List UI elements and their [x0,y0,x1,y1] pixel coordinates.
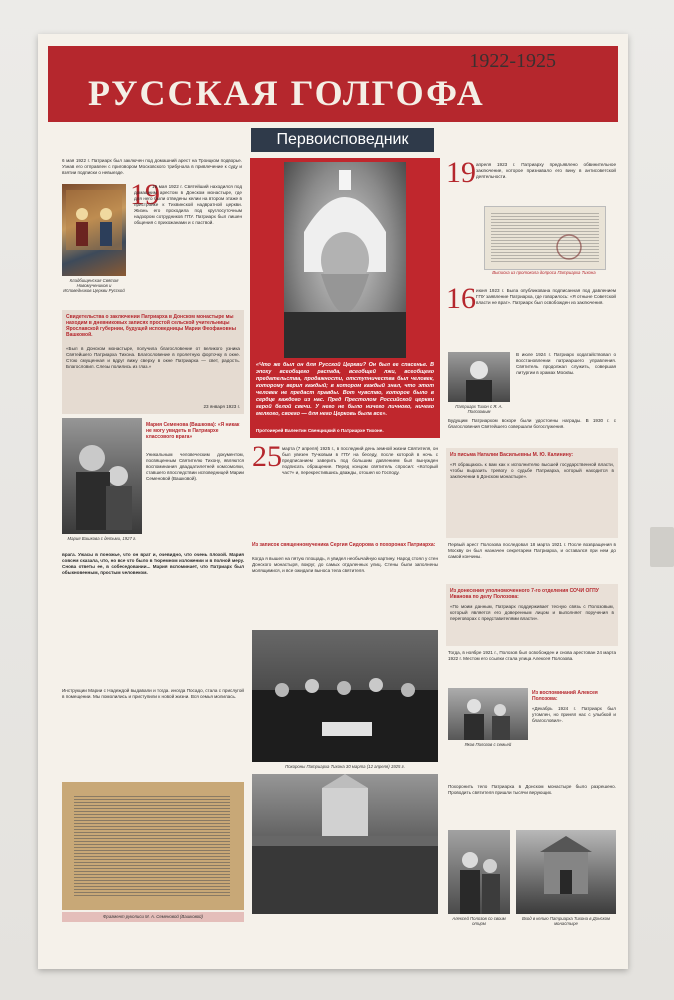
col1-main-text: 19 мая 1922 г. Святейший находился под домашним арестом в Донском монастыре, где для него были отведены келии на втором этаже в пристройке к Тихвинской надвратной церкви. Жизнь его проходила под круглосуточным надзором сотрудников ГПУ. Патриарх был лишен общения с прихожанами и с паствой. [134,184,242,225]
poster-subtitle: Первоисповедник [251,128,434,152]
cell-entrance-svg [516,830,616,914]
exhibit-poster [38,34,628,969]
right-text-2: июня 1923 г. Была опубликована подписанная под давлением ГПУ заявление Патриарха, где говорилось: «Я отныне Советской власти не враг». Патриарх был освобожден из заключения. [476,288,616,305]
col1-lower-text: врага. Ужасы в поножье, что он врат и, очевидно, что очень плохой. Мария совсем сказала, что, но все что было в тюремном изложении и в полной меру. Снова ответы ее, в собеседовании... Мария вспоминает, что Патриарх был обыкновенным, простым человеком. [62,552,244,575]
polozov-family-photo [448,688,528,740]
right-text-9: Похоронить тело Патриарха в Донском монастыре было разрешено. Проводить святителя пришли тысячи верующих. [448,784,616,795]
right-text-1: апреля 1923 г. Патриарху предъявлено обвинительное заключение, которое признавало его вину в антисоветской деятельности. [476,162,616,179]
maria-portrait-caption: Мария Вашкова с детьми, 1927 г. [67,536,137,541]
alexey-memoir-heading: Из воспоминаний Алексея Полозова: [532,690,598,702]
protocol-document-image [484,206,606,270]
date-number-25: 25 [252,440,282,473]
alexey-polozov-svg [448,830,510,914]
alexey-polozov-photo [448,830,510,914]
date-number-16: 16 [446,282,476,315]
funeral-caption: Похороны Патриарха Тихона 30 марта (12 апреля) 1925 г. [285,764,405,769]
date-number-19: 19 [130,178,160,211]
icon-painting-svg [62,184,126,276]
patriarch-polozov-photo [448,352,510,402]
right-text-3: В июле 1924 г. Патриарх ходатайствовал о восстановлении патриаршего управления. Святитель продолжал служить, совершая литургии в храмах Москвы. [516,352,616,375]
report-text: «По моим данным, Патриарх поддерживает тесную связь с Полозовым, который является его доверенным лицом и выполняет поручения в переговорах с представителями власти». [450,604,614,621]
alexey-memoir-text: «Декабрь 1924 г. Патриарх был утомлен, но принял нас с улыбкой и благословил». [532,706,616,723]
maria-portrait-photo [62,418,142,534]
manuscript-handwriting [74,796,230,896]
letter-text: «Я обращаюсь к вам как к исполнителю высшей государственной власти, чтобы выразить тревогу о судьбе Патриарха, который находится в заключении в Донском монастыре». [450,462,614,479]
funeral-photo-2-svg [252,774,438,914]
manuscript-caption: Фрагмент рукописи М. А. Семеновой (Вашковой) [103,914,203,919]
maria-portrait-svg [62,418,142,534]
funeral-photo-2 [252,774,438,914]
document-caption: Выписка из протокола допроса Патриарха Тихона [492,270,596,275]
letter-heading: Из письма Наталии Васильевны М. Ю. Калинину: [450,452,574,458]
patriarch-polozov-svg [448,352,510,402]
svenzicky-quote: «Что же был он для Русской Церкви? Он был ее спасенье. В эпоху всеобщего распада, всеобщей лжи, всеобщего предательства, продажности, отступничества был человек, которому верил каждый; в котором каждый знал, что этот человек не предаст правды. Вот чувство, которое было в сердце каждого из нас. Пред Престолом Российской церкви герой белой свечи. У него не было ничего личного, ничего мелкого, своего — для него Церковь была все». [256,362,434,417]
memoir-box-heading: Свидетельства о заключении Патриарха в Донском монастыре мы находим в дневниковых записях простой сельской учительницы Ярославской губернии, будущей исповедницы Марии Феофановны Вашковой. [66,314,236,338]
col1-lower-text2: Инструкции Марии с Надеждой выдавали и тогда. иногда Посадо, стала с прислугой в помещении. Мы помолились и приступили к новой жизни. Вся семья молилась. [62,688,244,699]
polozov-family-svg [448,688,528,740]
poster-title: РУССКАЯ ГОЛГОФА [88,73,485,113]
patriarch-tikhon-portrait [284,162,406,358]
report-heading: Из донесения уполномоченного 7-го отделения СОЧИ ОГПУ Иванова по делу Полозова: [450,588,599,600]
painting-caption: Кладбищенская Святая Новомучеников и Исповедников Церкви Русской [63,278,125,293]
cell-entrance-photo [516,830,616,914]
date-number-19b: 19 [446,156,476,189]
funeral-photo-1 [252,630,438,762]
intro-text: 6 мая 1922 г. Патриарх был заключен под домашний арест на Троицком подворье. Узнав его отправлен с приговором Московского трибунала в привлечение к суду и взятии подписки о невыезде. [62,158,242,175]
cell-entrance-caption: Вход в келию Патриарха Тихона в Донском монастыре [522,916,610,926]
document-stamp-svg [485,207,605,269]
icon-painting-image [62,184,126,276]
right-text-3b: Будущим Патриархом вскоре были удостоены награды. В 1930 г. с благословения Святейшего совершали богослужения. [448,418,616,429]
memoir-box-date: 23 января 1923 г. [203,404,240,409]
funeral-photo-1-svg [252,630,438,762]
sidorov-heading: Из записок священномученика Сергия Сидорова о похоронах Патриарха: [252,542,436,548]
sidorov-text: Когда я вышел на пятую площадь, я увидел необычайную картину. Народ стоял у стен Донского монастыря, вокруг, до самых отдаленных улиц. Стены были заполнены молящимися, и все ожидали выноса тела святителя. [252,556,438,573]
patriarch-polozov-caption: Патриарх Тихон с Я. А. Полозовым [455,404,503,414]
poster-years: 1922-1925 [469,50,556,72]
maria-text: Уникальным человеческим документом, посвященным Святителю Тихону, являются воспоминания двадцатилетней комсомолки, ставшего впоследствии исповедницей Марии Семеновой (Вашковой). [146,452,244,481]
memoir-box-text: «Был в Донском монастыре, получила благословение от великого узника Святейшего Патриарха Тихона. Благословение в пролетную форточку в окне. Стою смущенная и вдруг вижу сверху в окне Патриарха — свет, радость. Благословил. Слезы полились из глаз.» [66,346,240,369]
power-socket-icon [650,527,674,567]
alexey-polozov-caption: Алексей Полозов со своим отцом [452,916,506,926]
patriarch-portrait-svg [284,162,406,358]
polozov-family-caption: Яков Полозов с семьей [464,742,512,747]
right-text-7: Тогда, в ноябре 1921 г., Полозов был освобожден и снова арестован 24 марта 1922 г. Местом его ссылки стала улица Алексея Полозова. [448,650,616,661]
manuscript-image [62,782,244,910]
center-main-text: марта (7 апреля) 1925 г., в последний день земной жизни Святителя, он был увезен Тучковым в ГПУ на беседу, после которой в ночь с предписанием заверить под большим давлением был вынужден подписать обращение. Перед концом святитель спросил: «Который час?» и, перекрестившись дважды, отошел ко Господу. [282,446,438,475]
quote-signature: Протоиерей Валентин Свенцицкий о Патриархе Тихоне. [256,428,384,433]
right-text-5: Первый арест Полозова последовал 18 марта 1921 г. После возвращения в Москву он был назначен секретарем Патриарха, и оставался при нем до самой кончины. [448,542,616,559]
maria-heading: Мария Семенова (Вашкова): «Я никак не могу увидеть в Патриархе классового врага» [146,422,240,440]
title-banner [48,46,618,122]
